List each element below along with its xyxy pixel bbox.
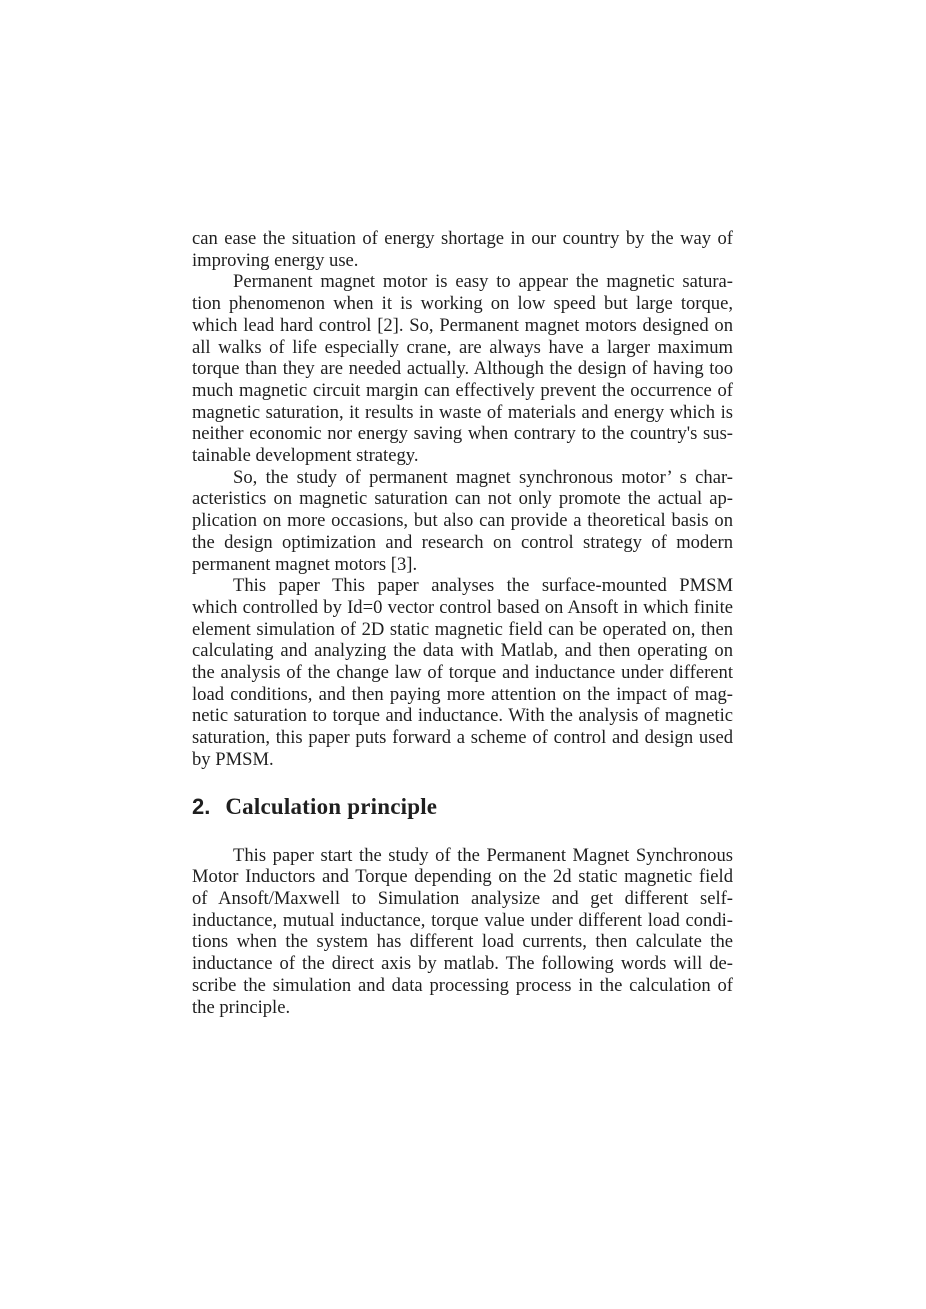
section-heading xyxy=(192,792,733,822)
text-line: acteristics on magnetic saturation can not only promote the actual ap- xyxy=(192,488,733,510)
text-line: This paper This paper analyses the surface-mounted PMSM xyxy=(233,575,733,597)
text-line: neither economic nor energy saving when contrary to the country's sus- xyxy=(192,423,733,445)
paragraph xyxy=(192,845,733,1019)
text-line: torque than they are needed actually. Although the design of having too xyxy=(192,358,733,380)
text-line: which controlled by Id=0 vector control based on Ansoft in which finite xyxy=(192,596,733,618)
text-line: inductance of the direct axis by matlab. The following words will de- xyxy=(192,953,733,975)
text-line: much magnetic circuit margin can effectively prevent the occurrence of xyxy=(192,379,733,401)
text-line: scribe the simulation and data processing process in the calculation of xyxy=(192,974,733,996)
text-line: by PMSM. xyxy=(192,748,274,770)
body-after-heading xyxy=(192,845,733,1019)
text-line: saturation, this paper puts forward a scheme of control and design used xyxy=(192,727,733,749)
text-line: element simulation of 2D static magnetic field can be operated on, then xyxy=(192,618,733,640)
section-number: 2. xyxy=(192,793,211,819)
text-line: can ease the situation of energy shortage in our country by the way of xyxy=(192,228,733,249)
text-line: plication on more occasions, but also can provide a theoretical basis on xyxy=(192,510,733,532)
text-line: the analysis of the change law of torque and inductance under different xyxy=(192,662,733,684)
paragraph xyxy=(192,228,733,271)
text-line: netic saturation to torque and inductance. With the analysis of magnetic xyxy=(192,705,733,727)
text-line: calculating and analyzing the data with Matlab, and then operating on xyxy=(192,640,733,662)
text-line: This paper start the study of the Permanent Magnet Synchronous xyxy=(233,844,733,866)
text-line: tions when the system has different load currents, then calculate the xyxy=(192,931,733,953)
paragraph xyxy=(192,467,733,576)
text-line: which lead hard control [2]. So, Permanent magnet motors designed on xyxy=(192,314,733,336)
text-line: magnetic saturation, it results in waste of materials and energy which is xyxy=(192,401,733,423)
text-line: all walks of life especially crane, are always have a larger maximum xyxy=(192,336,733,358)
text-block xyxy=(192,228,733,1018)
section-title: Calculation principle xyxy=(225,793,438,819)
body-before-heading xyxy=(192,228,733,771)
text-line: inductance, mutual inductance, torque value under different load condi- xyxy=(192,909,733,931)
text-line: Permanent magnet motor is easy to appear the magnetic satura- xyxy=(233,271,733,293)
paragraph xyxy=(192,575,733,770)
paragraph xyxy=(192,271,733,466)
text-line: tainable development strategy. xyxy=(192,445,419,467)
text-line: load conditions, and then paying more attention on the impact of mag- xyxy=(192,683,733,705)
text-line: improving energy use. xyxy=(192,249,359,271)
text-line: the principle. xyxy=(192,996,291,1018)
text-line: So, the study of permanent magnet synchronous motor’ s char- xyxy=(233,466,733,488)
text-line: the design optimization and research on control strategy of modern xyxy=(192,531,733,553)
text-line: permanent magnet motors [3]. xyxy=(192,553,418,575)
text-line: of Ansoft/Maxwell to Simulation analysize and get different self- xyxy=(192,887,733,909)
text-line: tion phenomenon when it is working on low speed but large torque, xyxy=(192,293,733,315)
text-line: Motor Inductors and Torque depending on the 2d static magnetic field xyxy=(192,866,733,888)
